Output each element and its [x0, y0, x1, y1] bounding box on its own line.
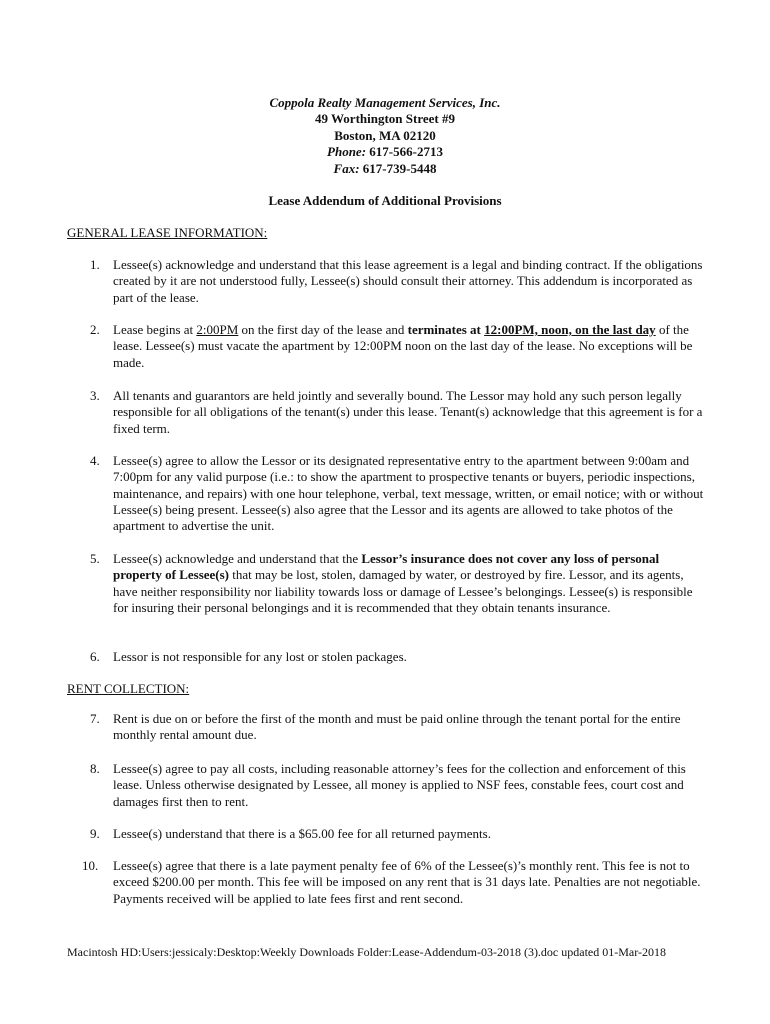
end-time-emphasis: 12:00PM, noon, on the last day — [484, 322, 656, 337]
provision-item-4 — [90, 453, 710, 534]
fax-number: 617-739-5448 — [362, 160, 437, 176]
item-number: 6. — [90, 649, 100, 664]
item-number: 10. — [82, 858, 99, 873]
item-text: Lessor is not responsible for any lost or stolen packages. — [113, 649, 407, 664]
insurance-emphasis: Lessor’s insurance does not cover any loss of personal property of Lessee(s) — [113, 551, 660, 583]
provision-item-6 — [90, 649, 710, 665]
phone-number: 617-566-2713 — [369, 144, 443, 160]
item-text: Lessee(s) agree to allow the Lessor or its designated representative entry to the apartment between 9:00am and 7:00pm for any valid purpose (i.e.: to show the apartment to prospective tenants or buyers, periodic inspections, maintenance, and repairs) with one hour telephone, verbal, text message, written, or email notice; with or without Lessee(s) being present. Lessee(s) also agree that the Lessor and its agents are allowed to take photos of the apartment to advertise the unit. — [113, 453, 704, 534]
item-number: 2. — [90, 322, 100, 337]
document-footer: Macintosh HD:Users:jessicaly:Desktop:Weekly Downloads Folder:Lease-Addendum-03-2018 (3).doc updated 01-Mar-2018 — [67, 945, 666, 959]
item-text: All tenants and guarantors are held jointly and severally bound. The Lessor may hold any such person legally responsible for all obligations of the tenant(s) under this lease. Tenant(s) acknowledge that this agreement is for a fixed term. — [113, 388, 703, 436]
provision-item-9 — [90, 826, 710, 842]
item-text-part: that may be lost, stolen, damaged by water, or destroyed by fire. Lessor, and its agents, have neither responsibility nor liability towards loss or damage of Lessee’s belongings. Lessee(s) is responsible for insuring their personal belongings and it is recommended that they obtain tenants insurance. — [113, 567, 693, 615]
phone-label: Phone: — [327, 144, 367, 160]
section-heading-rent: RENT COLLECTION: — [67, 681, 190, 696]
item-number: 5. — [90, 551, 100, 566]
item-text-part: on the first day of the lease and — [238, 322, 408, 337]
item-text: Lessee(s) understand that there is a $65.00 fee for all returned payments. — [113, 826, 491, 841]
provision-item-7 — [90, 711, 710, 744]
item-text — [113, 551, 710, 616]
item-number: 8. — [90, 761, 100, 776]
item-text-part: Lease begins at — [113, 322, 197, 337]
provision-item-1 — [90, 257, 710, 306]
start-time: 2:00PM — [196, 322, 239, 337]
item-number: 1. — [90, 257, 100, 272]
provision-item-10 — [82, 858, 710, 907]
company-header — [0, 95, 770, 177]
company-city: Boston, MA 02120 — [334, 127, 436, 143]
fax-label: Fax: — [333, 160, 360, 176]
item-number: 3. — [90, 388, 100, 403]
item-number: 7. — [90, 711, 100, 726]
document-title: Lease Addendum of Additional Provisions — [268, 193, 502, 208]
provision-item-8 — [90, 761, 710, 810]
section-heading-general: GENERAL LEASE INFORMATION: — [67, 225, 268, 240]
item-text: Rent is due on or before the first of the month and must be paid online through the tenant portal for the entire monthly rental amount due. — [113, 711, 681, 743]
company-fax-line — [0, 161, 770, 177]
terminates-emphasis: terminates at — [407, 322, 485, 337]
item-number: 9. — [90, 826, 100, 841]
item-text-part: of the lease. Lessee(s) must vacate the apartment by 12:00PM noon on the last day of the lease. No exceptions will be made. — [113, 322, 693, 370]
item-text-part: Lessee(s) acknowledge and understand that the — [113, 551, 362, 566]
item-text — [113, 322, 710, 371]
item-text: Lessee(s) agree to pay all costs, including reasonable attorney’s fees for the collection and enforcement of this lease. Unless otherwise designated by Lessee, all money is applied to NSF fees, constable fees, court cost and damages first then to rent. — [113, 761, 686, 809]
provision-item-3 — [90, 388, 710, 437]
company-phone-line — [0, 144, 770, 160]
company-name: Coppola Realty Management Services, Inc. — [269, 95, 501, 110]
company-street: 49 Worthington Street #9 — [315, 111, 455, 127]
item-text: Lessee(s) agree that there is a late payment penalty fee of 6% of the Lessee(s)’s monthly rent. This fee is not to exceed $200.00 per month. This fee will be imposed on any rent that is 31 days late. Penalties are not negotiable. Payments received will be applied to late fees first and rent second. — [113, 858, 701, 906]
provision-item-2 — [90, 322, 710, 371]
provision-item-5 — [90, 551, 710, 616]
item-text: Lessee(s) acknowledge and understand that this lease agreement is a legal and binding contract. If the obligations created by it are not understood fully, Lessee(s) should consult their attorney. This addendum is incorporated as part of the lease. — [113, 257, 703, 305]
item-number: 4. — [90, 453, 100, 468]
